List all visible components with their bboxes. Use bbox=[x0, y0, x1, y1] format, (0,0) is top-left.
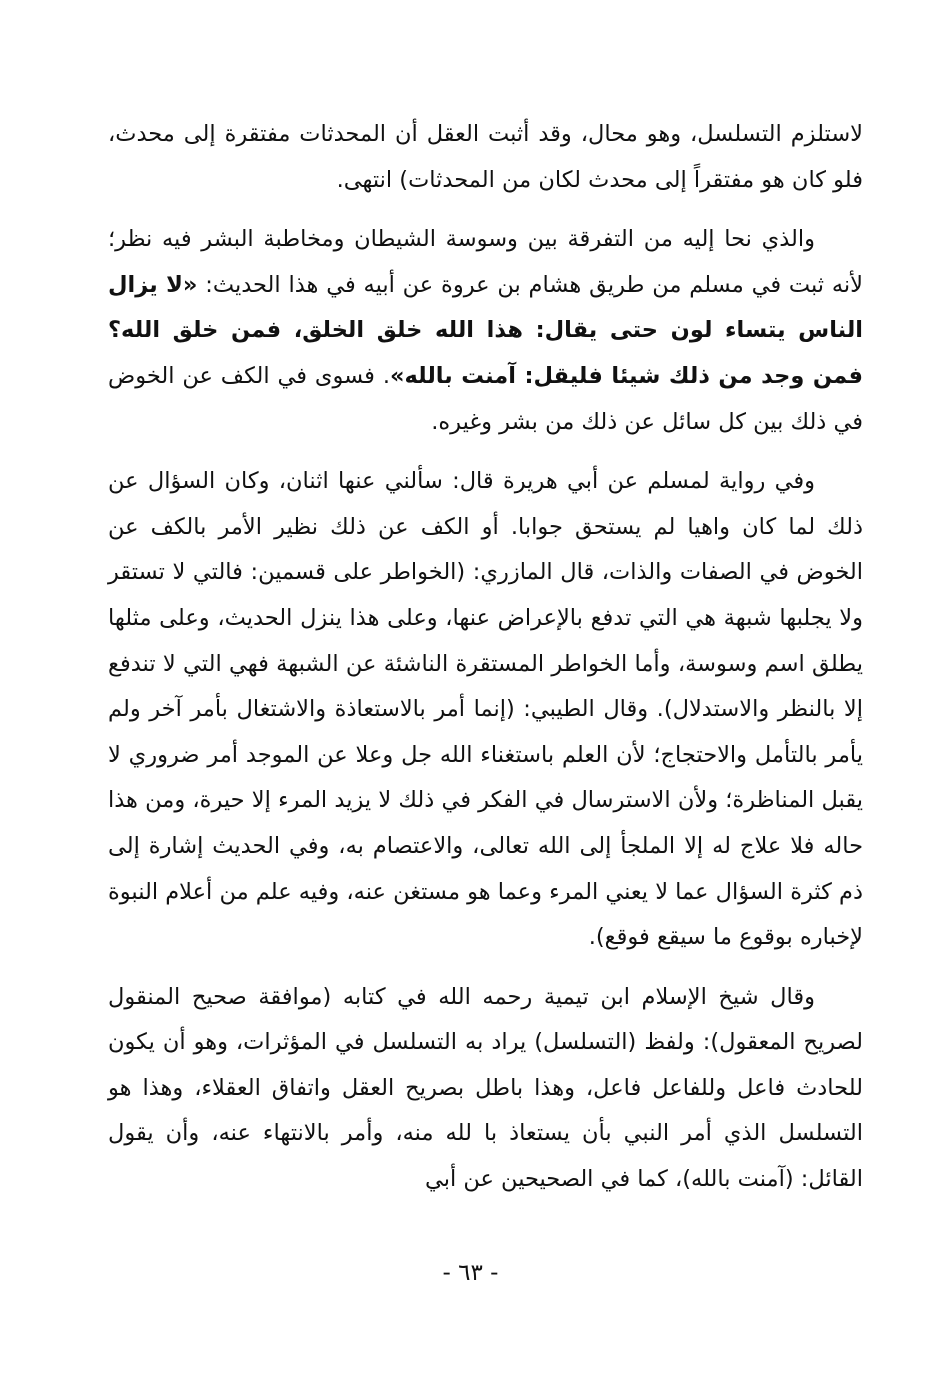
paragraph-3 bbox=[108, 459, 863, 961]
paragraph-2-text-a: والذي نحا إليه من التفرقة بين وسوسة الشيطان ومخاطبة البشر فيه نظر؛ لأنه ثبت في مسلم من طريق هشام بن عروة عن أبيه في هذا الحديث: bbox=[108, 226, 863, 298]
page-number: - ٦٣ - bbox=[442, 1260, 499, 1286]
paragraph-4-text: وقال شيخ الإسلام ابن تيمية رحمه الله في كتابه (موافقة صحيح المنقول لصريح المعقول): ولفظ (التسلسل) يراد به التسلسل في المؤثرات، وهو أن يكون للحادث فاعل وللفاعل فاعل، وهذا باطل بصريح العقل واتفاق العقلاء، وهذا هو التسلسل الذي أمر النبي بأن يستعاذ با لله منه، وأمر بالانتهاء عنه، وأن يقول القائل: (آمنت بالله)، كما في الصحيحين عن أبي bbox=[108, 983, 863, 1193]
paragraph-1-text: لاستلزم التسلسل، وهو محال، وقد أثبت العقل أن المحدثات مفتقرة إلى محدث، فلو كان هو مفتقراً إلى محدث لكان من المحدثات) انتهى. bbox=[108, 121, 863, 193]
body-text bbox=[108, 112, 863, 1203]
paragraph-3-text: وفي رواية لمسلم عن أبي هريرة قال: سألني عنها اثنان، وكان السؤال عن ذلك لما كان واهيا لم يستحق جوابا. أو الكف عن ذلك نظير الأمر بالكف عن الخوض في الصفات والذات، قال المازري: (الخواطر على قسمين: فالتي لا تستقر ولا يجلبها شبهة هي التي تدفع بالإعراض عنها، وعلى هذا ينزل الحديث، وعلى مثلها يطلق اسم وسوسة، وأما الخواطر المستقرة الناشئة عن الشبهة فهي التي لا تندفع إلا بالنظر والاستدلال). وقال الطيبي: (إنما أمر بالاستعاذة والاشتغال بأمر آخر ولم يأمر بالتأمل والاحتجاج؛ لأن العلم باستغناء الله جل وعلا عن الموجد أمر ضروري لا يقبل المناظرة؛ ولأن الاسترسال في الفكر في ذلك لا يزيد المرء إلا حيرة، ومن هذا حاله فلا علاج له إلا الملجأ إلى الله تعالى، والاعتصام به، وفي الحديث إشارة إلى ذم كثرة السؤال عما لا يعني المرء وعما هو مستغن عنه، وفيه علم من أعلام النبوة لإخباره بوقوع ما سيقع فوقع). bbox=[108, 468, 863, 951]
paragraph-2-text-b: . فسوى في الكف عن الخوض في ذلك بين كل سائل عن ذلك من بشر وغيره. bbox=[108, 362, 863, 435]
paragraph-4 bbox=[108, 975, 863, 1203]
paragraph-1 bbox=[108, 112, 863, 203]
paragraph-2 bbox=[108, 217, 863, 445]
hadith-quote: «لا يزال الناس يتساء لون حتى يقال: هذا الله خلق الخلق، فمن خلق الله؟ فمن وجد من ذلك شيئا فليقل: آمنت بالله» bbox=[108, 271, 863, 389]
